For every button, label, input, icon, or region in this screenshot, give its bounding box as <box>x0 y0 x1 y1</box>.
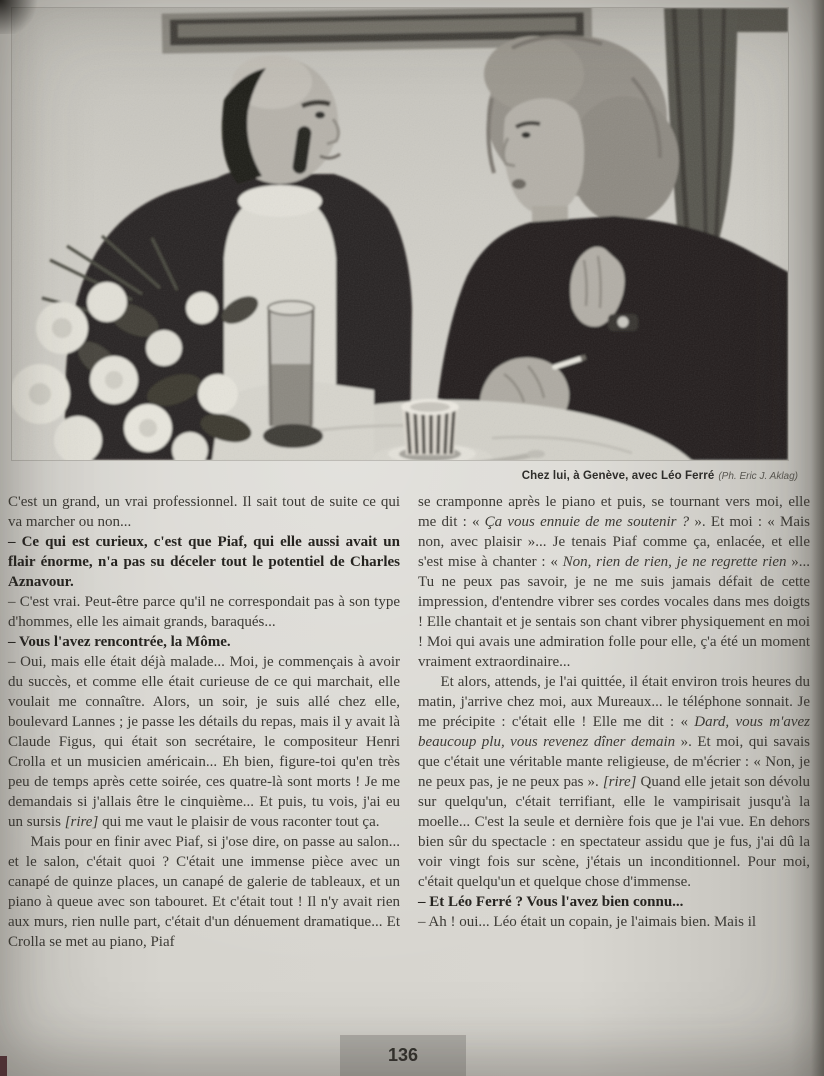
right-column <box>418 492 810 952</box>
paragraph: – Vous l'avez rencontrée, la Môme. <box>8 634 231 650</box>
page-number-box <box>340 1035 466 1076</box>
paragraph: C'est un grand, un vrai professionnel. Il sait tout de suite ce qui va marcher ou non... <box>8 494 400 530</box>
text-body <box>8 492 810 952</box>
photo-credit: (Ph. Eric J. Aklag) <box>718 471 798 482</box>
paragraph: Mais pour en finir avec Piaf, si j'ose dire, on passe au salon... et le salon, c'était quoi ? C'était une immense pièce avec un canapé de quinze places, un canapé de galerie de tableaux, et un piano à queue avec son tabouret. Et c'était tout ! Il n'y avait rien aux murs, rien nulle part, c'était d'un dénuement dramatique... Et Crolla se met au piano, Piaf <box>8 834 400 950</box>
paragraph: Et alors, attends, je l'ai quittée, il était environ trois heures du matin, j'arrive chez moi, aux Mureaux... le téléphone sonnait. Je me précipite : c'était elle ! Elle me dit : « Dard, vous m'avez beaucoup plu, vous revenez dîner demain ». Et moi, qui savais que c'était une véritable mante religieuse, de m'écrier : « Non, je ne peux pas, je ne peux pas ». [rire] Quand elle jetait son dévolu sur quelqu'un, c'était terrifiant, elle le vampirisait jusqu'à la moelle... C'est la seule et dernière fois que je l'ai vue. En dehors bien sûr du spectacle : en spectateur assidu que je fus, j'ai dû la voir vingt fois sur scène, j'étais un inconditionnel. Pour moi, c'était quelqu'un et quelque chose d'immense. <box>418 674 810 890</box>
paragraph: se cramponne après le piano et puis, se tournant vers moi, elle me dit : « Ça vous ennuie de me soutenir ? ». Et moi : « Mais non, avec plaisir »... Je tenais Piaf comme ça, enlacée, et elle s'est mise à chanter : « Non, rien de rien, je ne regrette rien »... Tu ne peux pas savoir, je ne me suis jamais défait de cette impression, d'entendre vibrer ses cordes vocales dans mes doigts ! Elle chantait et je sentais son chant vibrer physiquement en moi ! Moi qui avais une admiration folle pour elle, ç'a été un moment vraiment extraordinaire... <box>418 494 811 670</box>
paragraph: – Oui, mais elle était déjà malade... Moi, je commençais à avoir du succès, et comme elle était curieuse de ce qui marchait, elle voulait me connaître. Alors, un soir, je suis allé chez elle, boulevard Lannes ; je passe les détails du repas, mais il y avait là Claude Figus, qui était son secrétaire, le compositeur Henri Crolla et un musicien américain... Eh bien, figure-toi qu'en très peu de temps après cette soirée, ces quatre-là sont morts ! Je me demandais si j'allais être le cinquième... Et puis, tu vois, j'ai eu un sursis [rire] qui me vaut le plaisir de vous raconter tout ça. <box>8 654 400 830</box>
photo-caption <box>522 466 798 484</box>
left-column <box>8 492 400 952</box>
paragraph: – C'est vrai. Peut-être parce qu'il ne correspondait pas à son type d'hommes, elle les aimait grands, baraqués... <box>8 594 400 630</box>
photo-caption-text: Chez lui, à Genève, avec Léo Ferré <box>521 470 715 482</box>
page-edge-shadow <box>811 0 824 1076</box>
paragraph: – Et Léo Ferré ? Vous l'avez bien connu... <box>418 894 684 910</box>
paragraph: – Ce qui est curieux, c'est que Piaf, qui elle aussi avait un flair énorme, n'a pas su déceler tout le potentiel de Charles Aznavour. <box>8 534 400 590</box>
photo-illustration <box>12 8 788 460</box>
photo <box>12 8 788 460</box>
paragraph: – Ah ! oui... Léo était un copain, je l'aimais bien. Mais il <box>418 914 757 930</box>
book-cover-edge <box>0 1056 7 1076</box>
page-number: 136 <box>387 1045 419 1065</box>
scan-corner-shadow <box>0 0 40 34</box>
